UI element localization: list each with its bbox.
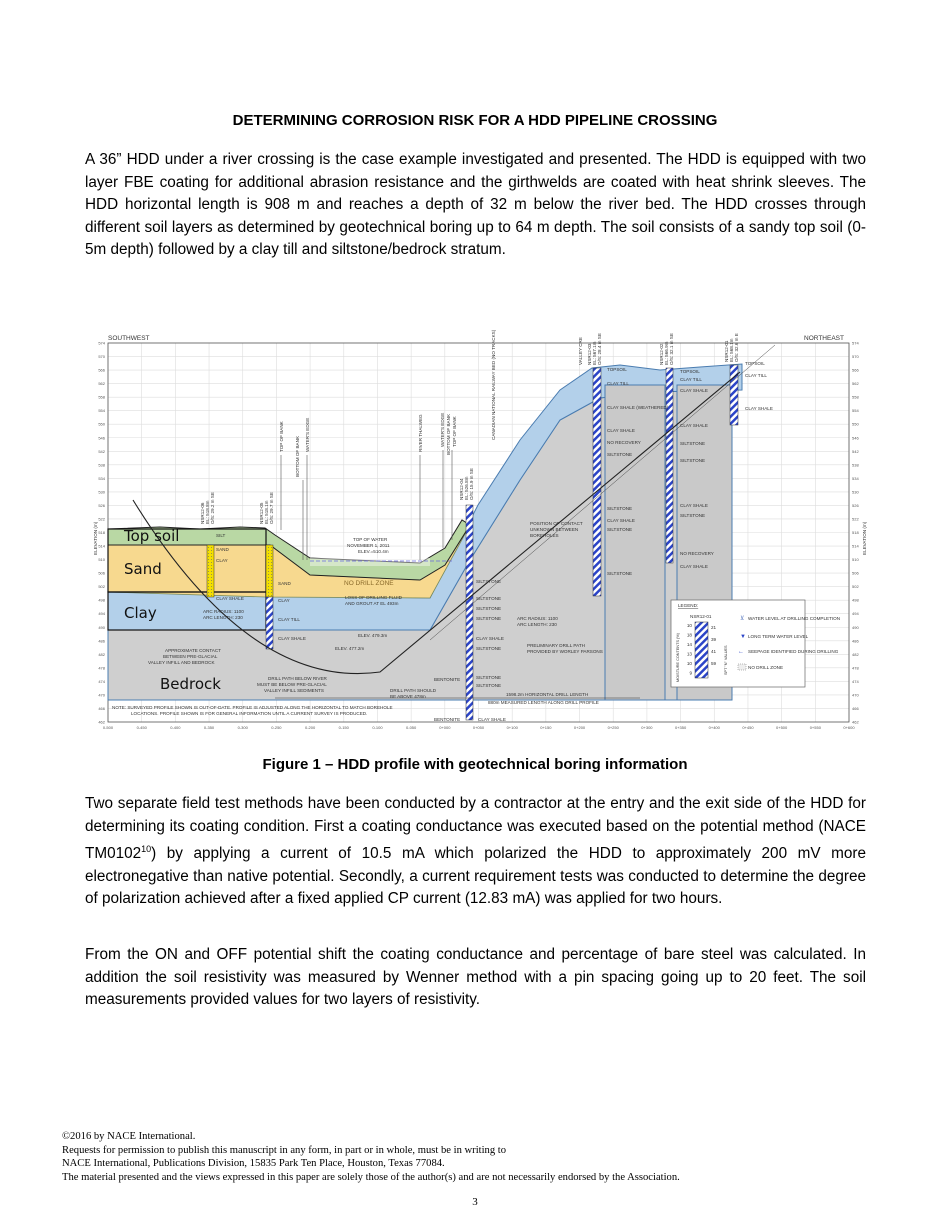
svg-text:CANADIAN NATIONAL RAILWAY BED: CANADIAN NATIONAL RAILWAY BED (NO TRACKS) [491, 329, 496, 440]
svg-text:NO RECOVERY: NO RECOVERY [680, 551, 714, 556]
svg-text:ELEV. 477.2m: ELEV. 477.2m [335, 646, 365, 651]
y-tick-label: 538 [98, 462, 105, 468]
svg-text:LOCATIONS. PROFILE SHOWN IS F: LOCATIONS. PROFILE SHOWN IS FOR GENERAL INFORMATION UNTIL A CURRENT SURVEY IS PRODUCED. [131, 711, 368, 716]
svg-text:TOPSOIL: TOPSOIL [745, 361, 765, 366]
y-tick-label-right: 486 [852, 638, 859, 644]
y-tick-label: 478 [98, 665, 105, 671]
svg-text:SILTSTONE: SILTSTONE [476, 596, 502, 601]
svg-text:CLAY SHALE: CLAY SHALE [278, 636, 306, 641]
y-tick-label: 482 [98, 651, 105, 657]
svg-text:SILTSTONE: SILTSTONE [607, 452, 633, 457]
svg-text:TOPSOIL: TOPSOIL [607, 367, 627, 372]
borehole-label: NSR12-03 [587, 343, 592, 365]
y-tick-label-right: 494 [852, 611, 859, 617]
legend [671, 600, 840, 687]
y-tick-label: 558 [98, 394, 105, 400]
y-tick-label-right: 566 [852, 367, 859, 373]
x-tick-label: 0+200 [573, 725, 586, 730]
y-tick-label: 470 [98, 692, 105, 698]
svg-text:NO RECOVERY: NO RECOVERY [607, 440, 641, 445]
borehole-label: NSR12-01 [724, 340, 729, 362]
borehole-label: O/S: 29.7 m SE [269, 492, 274, 524]
svg-text:BE ABOVE 478m: BE ABOVE 478m [390, 694, 426, 699]
spt-value: 59 [711, 661, 717, 666]
copyright-line: ©2016 by NACE International. [62, 1131, 196, 1142]
x-tick-label: 0-100 [372, 725, 383, 730]
svg-text:CLAY SHALE: CLAY SHALE [216, 596, 244, 601]
svg-text:SEEPAGE IDENTIFIED DURING DRIL: SEEPAGE IDENTIFIED DURING DRILLING [748, 649, 839, 654]
footer-line: The material presented and the views expressed in this paper are solely those of the author(s) and are not necessarily endorsed by the Association. [62, 1171, 680, 1183]
paragraph-text: ) by applying a current of 10.5 mA which polarized the HDD to approximately 200 mV more electronegative than native potential. Secondly, a current requirement tests was conducted to determine the degree of polarization achieved after a fixed applied CP current (12.83 mA) was applied for two hours. [85, 845, 866, 908]
moisture-value: 18 [686, 632, 692, 638]
y-tick-label: 486 [98, 638, 105, 644]
svg-text:ELEV.=510.4m: ELEV.=510.4m [358, 549, 389, 554]
y-tick-label-right: 526 [852, 502, 859, 508]
svg-text:BETWEEN PRE-GLACIAL: BETWEEN PRE-GLACIAL [163, 654, 218, 659]
svg-text:CLAY SHALE: CLAY SHALE [607, 428, 635, 433]
svg-text:MOISTURE CONTENTS (%): MOISTURE CONTENTS (%) [676, 633, 680, 682]
svg-text:LEGEND:: LEGEND: [678, 603, 699, 608]
x-tick-label: 0-150 [338, 725, 349, 730]
y-tick-label-right: 574 [852, 340, 859, 346]
svg-text:SILTSTONE: SILTSTONE [476, 646, 502, 651]
y-tick-label: 474 [98, 678, 105, 684]
field-test-paragraph [85, 793, 866, 911]
svg-text:SILTSTONE: SILTSTONE [607, 571, 633, 576]
svg-text:SAND: SAND [216, 547, 229, 552]
svg-text:CLAY SHALE: CLAY SHALE [478, 717, 506, 722]
svg-text:CLAY TILL: CLAY TILL [745, 373, 767, 378]
no-drill-zone-label: NO DRILL ZONE [344, 580, 394, 587]
svg-text:SILTSTONE: SILTSTONE [476, 606, 502, 611]
y-tick-label-right: 506 [852, 570, 859, 576]
y-tick-label-right: 570 [852, 354, 859, 360]
x-tick-label: 0+000 [439, 725, 451, 730]
svg-text:VALLEY CRE: VALLEY CRE [578, 337, 583, 365]
borehole-label: NSR12-04 [459, 478, 464, 500]
borehole-nsr12-06 [207, 545, 214, 597]
y-tick-label: 570 [98, 354, 105, 360]
y-tick-label-right: 502 [852, 584, 859, 590]
moisture-value: 14 [686, 642, 692, 647]
borehole-label: O/S: 32.1 m SE [669, 333, 674, 365]
x-tick-label: 0+550 [809, 725, 821, 730]
y-tick-label-right: 466 [852, 705, 859, 711]
y-tick-label-right: 514 [852, 543, 859, 549]
svg-text:SPT "N" VALUES: SPT "N" VALUES [724, 645, 728, 675]
y-tick-label-right: 538 [852, 462, 859, 468]
svg-text:SILTSTONE: SILTSTONE [476, 616, 502, 621]
y-tick-label: 522 [98, 516, 105, 522]
svg-text:LONG TERM WATER LEVEL: LONG TERM WATER LEVEL [748, 634, 809, 639]
paragraph-text: Two separate field test methods have been conducted by a contractor at the entry and the exit side of the HDD for determining its coating condition. First a coating conductance was executed based on the potential method (NACE TM0102 [85, 795, 866, 863]
svg-text:CLAY SHALE: CLAY SHALE [680, 423, 708, 428]
svg-text:ELEV. 479.3m: ELEV. 479.3m [358, 633, 388, 638]
svg-text:CLAY TILL: CLAY TILL [680, 377, 702, 382]
svg-text:VALLEY INFILL AND BEDROCK: VALLEY INFILL AND BEDROCK [148, 660, 215, 665]
borehole-label: O/S: 32.6 m E [734, 333, 739, 362]
svg-text:SILTSTONE: SILTSTONE [680, 441, 706, 446]
svg-text:WATER LEVEL AT DRILLING COMPLE: WATER LEVEL AT DRILLING COMPLETION [748, 616, 841, 621]
footer [62, 1130, 680, 1184]
y-tick-label-right: 518 [852, 530, 859, 535]
svg-text:CLAY TILL: CLAY TILL [607, 381, 629, 386]
page-number: 3 [472, 1196, 478, 1208]
y-tick-label: 534 [98, 475, 105, 481]
y-tick-label: 574 [98, 340, 105, 346]
x-tick-label: 0-350 [203, 725, 215, 730]
y-tick-label: 498 [98, 597, 105, 603]
x-tick-label: 0+400 [708, 725, 720, 730]
y-tick-label-right: 462 [852, 719, 859, 725]
svg-text:CLAY SHALE: CLAY SHALE [680, 503, 708, 508]
svg-text:NO DRILL ZONE: NO DRILL ZONE [748, 665, 784, 670]
x-tick-label: 0+150 [540, 725, 552, 730]
borehole-nsr12-05 [266, 545, 273, 597]
y-tick-label: 554 [98, 408, 105, 414]
borehole-nsr12-03 [593, 368, 601, 596]
x-tick-label: 0-300 [237, 725, 248, 730]
svg-text:NOVEMBER 1, 2011: NOVEMBER 1, 2011 [347, 543, 390, 548]
y-tick-label-right: 530 [852, 489, 859, 495]
x-tick-label: 0+100 [506, 725, 518, 730]
y-tick-label-right: 550 [852, 421, 859, 427]
water-level-icon: ⊻ [740, 616, 745, 622]
borehole-nsr12-04 [466, 505, 473, 720]
sand-label: Sand [124, 560, 162, 578]
moisture-value: 9 [689, 670, 692, 676]
svg-text:WATER'S EDGE: WATER'S EDGE [305, 417, 310, 452]
y-tick-label: 530 [98, 489, 105, 495]
svg-text:SILTSTONE: SILTSTONE [680, 513, 706, 518]
no-drill-zone-swatch [738, 664, 746, 670]
reference-superscript: 10 [141, 844, 152, 855]
svg-text:CLAY SHALE: CLAY SHALE [607, 518, 635, 523]
y-tick-label-right: 474 [852, 678, 859, 684]
y-tick-label-right: 478 [852, 665, 859, 671]
x-tick-label: 0+600 [843, 725, 855, 730]
svg-text:TOP OF WATER: TOP OF WATER [353, 537, 388, 542]
figure-caption: Figure 1 – HDD profile with geotechnical boring information [262, 756, 688, 773]
borehole-nsr12-05-lower [266, 597, 273, 649]
bedrock-label: Bedrock [160, 675, 221, 693]
svg-text:BOTTOM OF BANK: BOTTOM OF BANK [295, 435, 300, 477]
northeast-label: NORTHEAST [804, 335, 844, 342]
svg-text:BOREHOLES: BOREHOLES [530, 533, 559, 538]
svg-text:LOSS OF DRILLING FLUID: LOSS OF DRILLING FLUID [345, 595, 402, 600]
svg-text:ARC RADIUS: 1100: ARC RADIUS: 1100 [203, 609, 244, 614]
intro-paragraph: A 36” HDD under a river crossing is the case example investigated and presented. The HDD is equipped with two layer FBE coating for additional abrasion resistance and the girthwelds are coated with heat shrink sleeves. The HDD horizontal length is 908 m and reaches a depth of 32 m below the river bed. The HDD crosses through different soil layers as determined by geotechnical boring up to 64 m depth. The soil consists of a sandy top soil (0-5m depth) followed by a clay till and siltstone/bedrock stratum. [85, 151, 866, 259]
svg-text:SILTSTONE: SILTSTONE [476, 683, 502, 688]
x-tick-label: 0+350 [674, 725, 687, 730]
svg-text:CLAY TILL: CLAY TILL [278, 617, 300, 622]
svg-text:SAND: SAND [278, 581, 291, 586]
svg-text:NSR12-01: NSR12-01 [690, 614, 712, 619]
svg-text:TOP OF BANK: TOP OF BANK [452, 416, 457, 447]
x-tick-label: 0-450 [136, 725, 147, 730]
legend-borehole-swatch [695, 622, 708, 678]
y-tick-label-right: 482 [852, 651, 859, 657]
y-tick-label: 494 [98, 611, 105, 617]
resistivity-paragraph: From the ON and OFF potential shift the coating conductance and percentage of bare steel was calculated. In addition the soil resistivity was measured by Wenner method with a pin spacing going up to 20 feet. The soil measurements provided values for two layers of resistivity. [85, 946, 866, 1009]
svg-text:CLAY SHALE: CLAY SHALE [680, 388, 708, 393]
borehole-label: EL: 566.9m [664, 341, 669, 365]
y-tick-label: 462 [98, 719, 105, 725]
y-tick-label-right: 498 [852, 597, 859, 603]
y-tick-label: 466 [98, 705, 105, 711]
y-tick-label: 550 [98, 421, 105, 427]
borehole-nsr12-02 [666, 368, 673, 563]
x-tick-label: 0+300 [641, 725, 653, 730]
y-tick-label-right: 542 [852, 448, 859, 454]
borehole-label: O/S: 15.9 m SE [469, 468, 474, 500]
x-tick-label: 0+500 [776, 725, 788, 730]
svg-text:SILTSTONE: SILTSTONE [680, 458, 706, 463]
x-tick-label: 0-250 [271, 725, 282, 730]
svg-text:1598.2m HORIZONTAL DRILL LENGT: 1598.2m HORIZONTAL DRILL LENGTH [506, 692, 589, 697]
svg-text:WATER'S EDGE: WATER'S EDGE [440, 412, 445, 447]
svg-text:TOPSOIL: TOPSOIL [680, 369, 700, 374]
svg-text:CLAY SHALE (WEATHERED): CLAY SHALE (WEATHERED) [607, 405, 669, 410]
svg-text:SILTSTONE: SILTSTONE [476, 579, 502, 584]
y-tick-label: 566 [98, 367, 105, 373]
borehole-label: EL: 526.8m [464, 476, 469, 500]
svg-text:CLAY: CLAY [216, 558, 228, 563]
svg-text:DRILL PATH SHOULD: DRILL PATH SHOULD [390, 688, 437, 693]
svg-text:PRELIMINARY DRILL PATH: PRELIMINARY DRILL PATH [527, 643, 585, 648]
spt-value: 21 [711, 625, 717, 630]
x-tick-label: 0-050 [406, 725, 417, 730]
y-tick-label: 490 [98, 624, 105, 630]
footer-line: NACE International, Publications Division, 15835 Park Ten Place, Houston, Texas 77084. [62, 1158, 445, 1170]
svg-text:MUST BE BELOW PRE-GLACIAL: MUST BE BELOW PRE-GLACIAL [257, 682, 327, 687]
borehole-label: EL: 567.1m [592, 341, 597, 365]
x-tick-label: 0+050 [472, 725, 485, 730]
no-drill-zone-area [310, 558, 430, 566]
svg-text:ARC LENGTH: 230: ARC LENGTH: 230 [517, 622, 557, 627]
y-tick-label: 514 [98, 543, 105, 549]
seepage-arrow-icon: ← [738, 649, 744, 655]
y-tick-label-right: 546 [852, 435, 859, 441]
svg-text:ARC RADIUS: 1100: ARC RADIUS: 1100 [517, 616, 558, 621]
svg-text:CLAY SHALE: CLAY SHALE [680, 564, 708, 569]
y-tick-label-right: 562 [852, 381, 859, 387]
moisture-value: 10 [686, 661, 692, 666]
southwest-label: SOUTHWEST [108, 335, 150, 342]
svg-text:CLAY: CLAY [278, 598, 290, 603]
svg-text:ARC LENGTH: 230: ARC LENGTH: 230 [203, 615, 243, 620]
spt-value: 41 [711, 649, 717, 654]
y-tick-label: 546 [98, 435, 105, 441]
y-tick-label-right: 490 [852, 624, 859, 630]
y-tick-label: 502 [98, 584, 105, 590]
svg-text:APPROXIMATE CONTACT: APPROXIMATE CONTACT [165, 648, 221, 653]
section-title: DETERMINING CORROSION RISK FOR A HDD PIPELINE CROSSING [232, 112, 718, 129]
y-tick-label-right: 470 [852, 692, 859, 698]
svg-text:UNKNOWN BETWEEN: UNKNOWN BETWEEN [530, 527, 579, 532]
svg-text:BENTONITE: BENTONITE [434, 677, 461, 682]
svg-text:BOTTOM OF BANK: BOTTOM OF BANK [446, 413, 451, 455]
svg-text:NOTE: SURVEYED PROFILE SHOWN: NOTE: SURVEYED PROFILE SHOWN IS OUT-OF-DATE. PROFILE IS ADJUSTED ALONG THE HORIZONTAL TO MATCH BOREHOLE [112, 705, 393, 710]
elevation-axis-label: ELEVATION (m) [93, 521, 98, 555]
borehole-label: O/S: 29.2 m SE [210, 492, 215, 524]
hdd-profile-diagram [85, 325, 870, 735]
borehole-label: O/S: 28.4 m SE [597, 333, 602, 365]
x-tick-label: 0-400 [170, 725, 181, 730]
y-tick-label: 506 [98, 570, 105, 576]
y-tick-label-right: 510 [852, 557, 859, 563]
spt-value: 39 [711, 637, 717, 642]
moisture-value: 13 [686, 651, 692, 657]
moisture-value: 10 [686, 623, 692, 628]
y-tick-label: 518 [98, 530, 105, 535]
y-tick-label: 542 [98, 448, 105, 454]
y-tick-label: 510 [98, 557, 105, 563]
topsoil-label: Top soil [124, 527, 180, 545]
svg-text:PROVIDED BY WORLEY PARSONS: PROVIDED BY WORLEY PARSONS [527, 649, 603, 654]
hdd-profile-figure [85, 325, 870, 735]
x-tick-label: 0-200 [304, 725, 316, 730]
borehole-label: EL: 518.1m [264, 500, 269, 524]
borehole-label: EL: 518.8m [205, 500, 210, 524]
svg-text:880m MEASURED LENGTH ALONG DRI: 880m MEASURED LENGTH ALONG DRILL PROFILE [488, 700, 599, 705]
svg-text:SILTSTONE: SILTSTONE [607, 527, 633, 532]
y-tick-label-right: 554 [852, 408, 859, 414]
svg-text:BENTONITE: BENTONITE [434, 717, 461, 722]
svg-text:AND GROUT AT EL 493m: AND GROUT AT EL 493m [345, 601, 399, 606]
borehole-label: EL: 568.1m [729, 338, 734, 362]
footer-line: Requests for permission to publish this manuscript in any form, in part or in whole, must be in writing to [62, 1144, 507, 1156]
clay-label: Clay [124, 604, 157, 622]
y-tick-label-right: 522 [852, 516, 859, 522]
borehole-label: NSR12-06 [200, 502, 205, 524]
elevation-axis-label-right: ELEVATION (m) [862, 521, 867, 555]
svg-text:POSITION OF CONTACT: POSITION OF CONTACT [530, 521, 583, 526]
y-tick-label-right: 558 [852, 394, 859, 400]
x-tick-label: 0-500 [102, 725, 114, 730]
svg-text:RIVER THALWEG: RIVER THALWEG [418, 414, 423, 452]
svg-text:CLAY SHALE: CLAY SHALE [476, 636, 504, 641]
y-tick-label-right: 534 [852, 475, 859, 481]
svg-text:SILTSTONE: SILTSTONE [607, 506, 633, 511]
svg-text:SILTSTONE: SILTSTONE [476, 675, 502, 680]
long-term-water-icon: ▼ [740, 634, 746, 640]
x-tick-label: 0+250 [607, 725, 619, 730]
x-tick-label: 0+450 [742, 725, 754, 730]
svg-text:SILT: SILT [216, 533, 226, 538]
svg-text:TOP OF BANK: TOP OF BANK [279, 421, 284, 452]
y-tick-label: 562 [98, 381, 105, 387]
svg-text:VALLEY INFILL SEDIMENTS: VALLEY INFILL SEDIMENTS [264, 688, 324, 693]
y-tick-label: 526 [98, 502, 105, 508]
svg-text:CLAY SHALE: CLAY SHALE [745, 406, 773, 411]
svg-text:DRILL PATH BELOW RIVER: DRILL PATH BELOW RIVER [268, 676, 327, 681]
borehole-label: NSR12-05 [259, 502, 264, 524]
borehole-label: NSR12-02 [659, 343, 664, 365]
